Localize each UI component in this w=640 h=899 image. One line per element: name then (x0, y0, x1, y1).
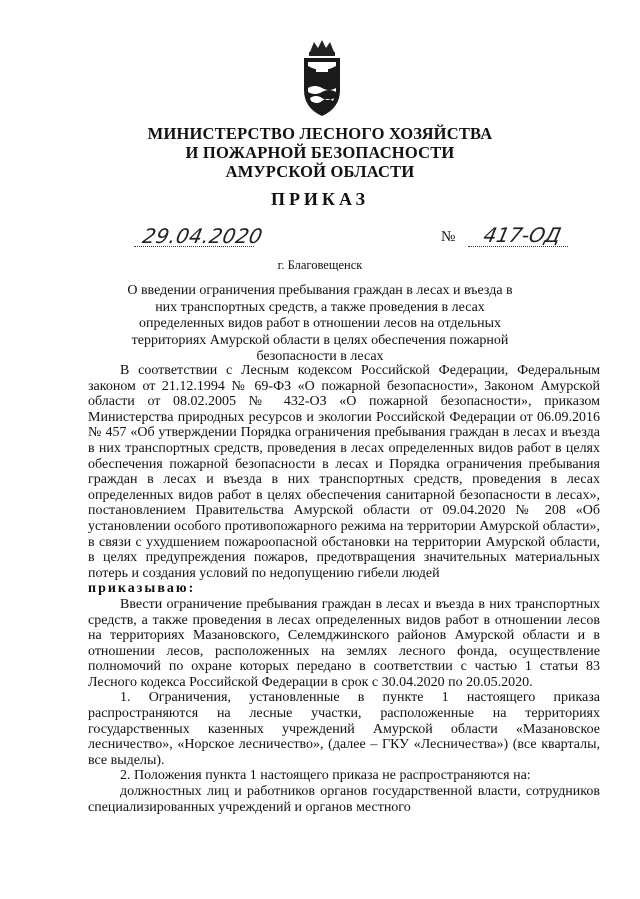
number-label: № (441, 229, 456, 245)
document-type-title: ПРИКАЗ (270, 189, 370, 209)
item-2-paragraph: 2. Положения пункта 1 настоящего приказа не распространяются на: (120, 768, 531, 784)
ministry-name-line-1: МИНИСТЕРСТВО ЛЕСНОГО ХОЗЯЙСТВА (147, 124, 493, 143)
order-subject: О введении ограничения пребывания граждан в лесах и въезда в них транспортных средств, а также проведения в лесах определенных видов работ в отношении лесов на отдельных территориях Амурской области в целях обеспечения пожарной безопасности в лесах (127, 283, 513, 364)
order-date: 29.04.2020 (140, 224, 266, 248)
city-name: г. Благовещенск (277, 258, 363, 272)
number-underline (468, 246, 568, 247)
amur-oblast-coat-of-arms-icon (300, 38, 344, 118)
item-2-continuation: должностных лиц и работников органов государственной власти, сотрудников специализированных учреждений и органов местного (88, 784, 600, 815)
order-number: 417-ОД (481, 223, 564, 247)
order-directive-word: приказываю: (88, 581, 196, 597)
main-item-paragraph: Ввести ограничение пребывания граждан в лесах и въезда в них транспортных средств, а также проведения в лесах определенных видов работ в отношении лесов на территориях Мазановского, Селемджинского районов Амурской области и в отношении лесов, расположенных на землях лесного фонда, осуществление полномочий по охране которых передано в соответствии с частью 1 статьи 83 Лесного кодекса Российской Федерации в срок с 30.04.2020 по 20.05.2020. (88, 596, 600, 690)
date-underline (134, 246, 254, 247)
order-body (88, 363, 600, 815)
ministry-name-line-2: И ПОЖАРНОЙ БЕЗОПАСНОСТИ (185, 143, 455, 162)
preamble-paragraph: В соответствии с Лесным кодексом Российской Федерации, Федеральным законом от 21.12.1994 № 69-ФЗ «О пожарной безопасности», Законом Амурской области от 08.02.2005 № 432-ОЗ «О пожарной безопасности», приказом Министерства природных ресурсов и экологии Российской Федерации от 06.09.2016 № 457 «Об утверждении Порядка ограничения пребывания граждан в лесах и въезда в них транспортных средств, проведения в лесах определенных видов работ в целях обеспечения пожарной безопасности в лесах и Порядка ограничения пребывания граждан в лесах и въезда в них транспортных средств, проведения в лесах определенных видов работ в целях обеспечения санитарной безопасности в лесах», постановлением Правительства Амурской области от 09.04.2020 № 208 «Об установлении особого противопожарного режима на территории Амурской области», в связи с ухудшением пожароопасной обстановки на территории Амурской области, в целях предупреждения пожаров, предотвращения значительных материальных потерь и создания условий по недопущению гибели людей (88, 363, 600, 581)
item-1-paragraph: 1. Ограничения, установленные в пункте 1 настоящего приказа распространяются на лесные участки, расположенные на территориях государственных казенных учреждений Амурской области «Мазановское лесничество», «Норское лесничество», (далее – ГКУ «Лесничества») (все кварталы, все выделы). (88, 690, 600, 768)
ministry-name-line-3: АМУРСКОЙ ОБЛАСТИ (225, 162, 415, 181)
